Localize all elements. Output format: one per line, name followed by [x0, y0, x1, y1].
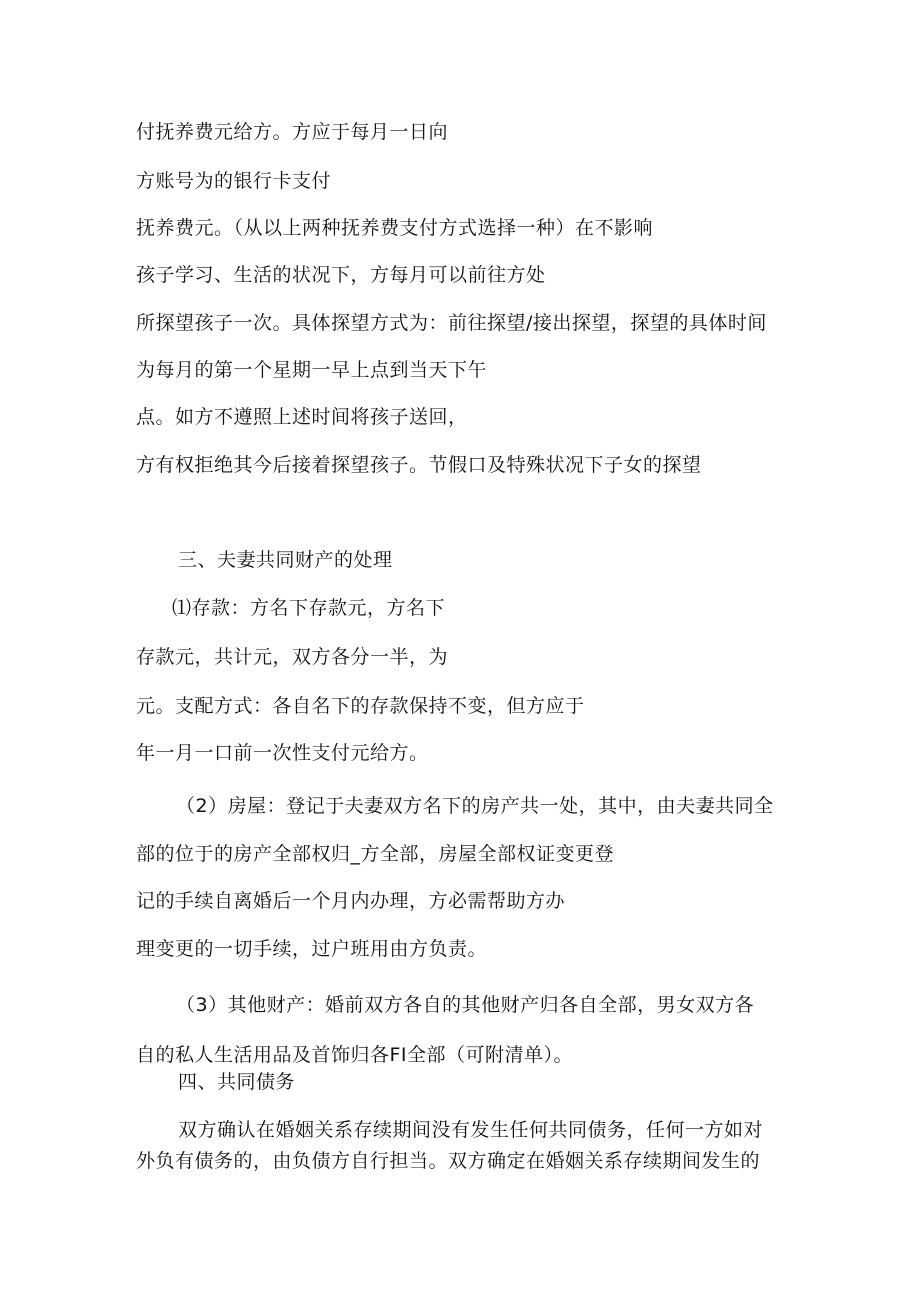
text-line-3: 抚养费元。（从以上两种抚养费支付方式选择一种）在不影响: [136, 217, 654, 239]
text-line-6: 为每月的第一个星期一早上点到当天下午: [136, 359, 488, 381]
text-line-18: 自的私人生活用品及首饰归各FI全部（可附清单）。: [136, 1044, 574, 1066]
text-line-other-property: （3）其他财产：婚前双方各自的其他财产归各自全部，男女双方各: [176, 994, 755, 1016]
section-heading-4: 四、共同债务: [178, 1071, 296, 1093]
text-line-7: 点。如方不遵照上述时间将孩子送回，: [136, 406, 468, 428]
text-line-deposit: ⑴存款：方名下存款元，方名下: [172, 597, 446, 619]
text-line-debt-1: 双方确认在婚姻关系存续期间没有发生任何共同债务，任何一方如对: [178, 1119, 764, 1141]
section-heading-3: 三、夫妻共同财产的处理: [178, 549, 393, 571]
text-line-8: 方有权拒绝其今后接着探望孩子。节假口及特殊状况下子女的探望: [136, 454, 702, 476]
text-line-house: （2）房屋：登记于夫妻双方名下的房产共一处，其中，由夫妻共同全: [176, 795, 774, 817]
text-line-16: 理变更的一切手续，过户班用由方负责。: [136, 938, 488, 960]
text-line-12: 年一月一口前一次性支付元给方。: [136, 742, 429, 764]
text-line-5: 所探望孩子一次。具体探望方式为：前往探望/接出探望，探望的具体时间: [136, 312, 767, 334]
text-line-4: 孩子学习、生活的状况下，方每月可以前往方处: [136, 264, 546, 286]
text-line-15: 记的手续自离婚后一个月内办理，方必需帮助方办: [136, 890, 566, 912]
text-line-14: 部的位于的房产全部权归_方全部，房屋全部权证变更登: [136, 843, 615, 865]
text-line-10: 存款元，共计元，双方各分一半，为: [136, 646, 449, 668]
text-line-2: 方账号为的银行卡支付: [136, 170, 332, 192]
text-line-11: 元。支配方式：各自名下的存款保持不变，但方应于: [136, 695, 585, 717]
text-line-1: 付抚养费元给方。方应于每月一日向: [136, 121, 449, 143]
text-line-debt-2: 外负有债务的，由负债方自行担当。双方确定在婚姻关系存续期间发生的: [136, 1150, 761, 1172]
